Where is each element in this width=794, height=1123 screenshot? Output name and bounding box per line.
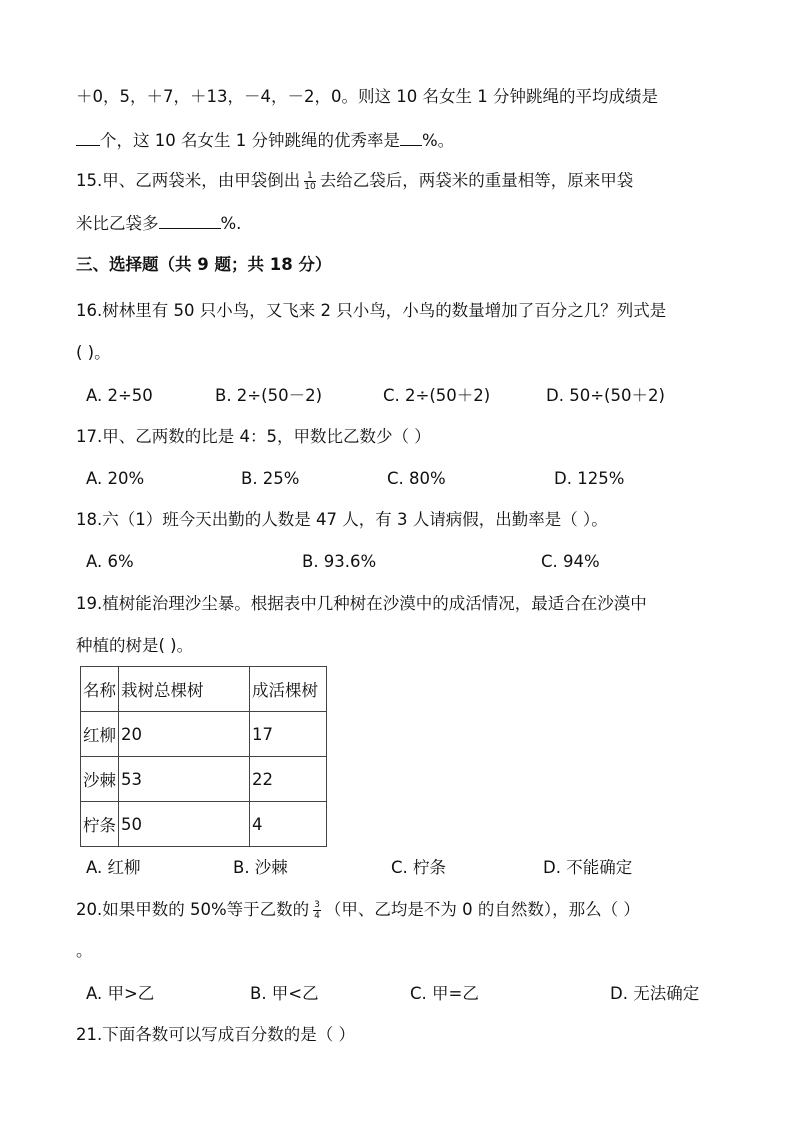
q17-question: 17.甲、乙两数的比是 4：5，甲数比乙数少（ ） — [76, 427, 431, 446]
q20-options — [86, 983, 736, 1005]
q19-option-a[interactable]: A. 红柳 — [86, 858, 141, 877]
q19-option-b[interactable]: B. 沙棘 — [233, 858, 288, 877]
table-header-cell: 名称 — [81, 667, 119, 712]
table-cell: 20 — [119, 712, 250, 757]
table-cell: 50 — [119, 802, 250, 847]
q15-line2 — [76, 212, 241, 235]
q17-option-a[interactable]: A. 20% — [86, 469, 145, 488]
q20-option-a[interactable]: A. 甲>乙 — [86, 984, 155, 1003]
q16-line1: 16.树林里有 50 只小鸟，又飞来 2 只小鸟，小鸟的数量增加了百分之几？列式是 — [76, 301, 667, 320]
table-header-row — [81, 667, 327, 712]
q17-option-b[interactable]: B. 25% — [241, 469, 300, 488]
q15-text-b: 去给乙袋后，两袋米的重量相等，原来甲袋 — [319, 171, 634, 190]
q14-answer-blank-1[interactable] — [76, 129, 100, 146]
q16-option-d[interactable]: D. 50÷(50＋2) — [546, 386, 665, 405]
table-cell: 53 — [119, 757, 250, 802]
tree-survival-table — [80, 666, 327, 847]
table-cell: 17 — [250, 712, 327, 757]
q20-line2: 。 — [76, 941, 93, 960]
q15-fraction — [304, 171, 315, 192]
table-cell: 4 — [250, 802, 327, 847]
q15-line1 — [76, 170, 633, 192]
table-cell: 红柳 — [81, 712, 119, 757]
q19-line2: 种植的树是( )。 — [76, 636, 194, 655]
q14-line2 — [76, 129, 454, 152]
q17-options — [86, 468, 736, 490]
q18-option-c[interactable]: C. 94% — [541, 552, 600, 571]
table-row — [81, 712, 327, 757]
q16-option-b[interactable]: B. 2÷(50－2) — [215, 386, 323, 405]
q19-option-d[interactable]: D. 不能确定 — [543, 858, 633, 877]
q15-frac-den: 10 — [304, 182, 316, 192]
q20-line1 — [76, 899, 640, 921]
q18-option-a[interactable]: A. 6% — [86, 552, 134, 571]
q16-options — [86, 385, 736, 407]
q14-answer-blank-2[interactable] — [400, 129, 422, 146]
q19-line1: 19.植树能治理沙尘暴。根据表中几种树在沙漠中的成活情况，最适合在沙漠中 — [76, 594, 647, 613]
q14-line1: ＋0，5，＋7，＋13，－4，－2，0。则这 10 名女生 1 分钟跳绳的平均成绩是 — [76, 87, 658, 106]
q20-frac-num: 3 — [314, 900, 320, 910]
q20-text-b: （甲、乙均是不为 0 的自然数），那么（ ） — [324, 900, 640, 919]
table-header-cell: 栽树总棵树 — [119, 667, 250, 712]
q15-line2-suffix: %. — [220, 214, 242, 233]
q18-option-b[interactable]: B. 93.6% — [302, 552, 377, 571]
q16-option-c[interactable]: C. 2÷(50＋2) — [383, 386, 491, 405]
q20-fraction — [313, 900, 321, 921]
table-cell: 柠条 — [81, 802, 119, 847]
q21-question: 21.下面各数可以写成百分数的是（ ） — [76, 1025, 355, 1044]
q17-option-d[interactable]: D. 125% — [554, 469, 625, 488]
q16-line2: ( )。 — [76, 343, 111, 362]
q18-options — [86, 551, 736, 573]
q20-frac-den: 4 — [314, 911, 320, 921]
q20-text-a: 20.如果甲数的 50%等于乙数的 — [76, 900, 310, 919]
q14-line2-suffix: %。 — [421, 131, 455, 150]
table-cell: 沙棘 — [81, 757, 119, 802]
q16-option-a[interactable]: A. 2÷50 — [86, 386, 153, 405]
q15-frac-num: 1 — [304, 171, 315, 182]
q20-option-c[interactable]: C. 甲=乙 — [410, 984, 479, 1003]
table-row — [81, 802, 327, 847]
q15-line2-text: 米比乙袋多 — [76, 214, 159, 233]
table-row — [81, 757, 327, 802]
q17-option-c[interactable]: C. 80% — [387, 469, 446, 488]
table-cell: 22 — [250, 757, 327, 802]
q15-answer-blank[interactable] — [159, 212, 221, 229]
q19-options — [86, 857, 736, 879]
section-title-choice: 三、选择题（共 9 题；共 18 分） — [76, 255, 332, 274]
q14-line2-text: 个，这 10 名女生 1 分钟跳绳的优秀率是 — [100, 131, 400, 150]
table-header-cell: 成活棵树 — [250, 667, 327, 712]
q20-option-d[interactable]: D. 无法确定 — [610, 984, 700, 1003]
q20-option-b[interactable]: B. 甲<乙 — [250, 984, 319, 1003]
q18-question: 18.六（1）班今天出勤的人数是 47 人，有 3 人请病假，出勤率是（ ）。 — [76, 510, 608, 529]
q19-option-c[interactable]: C. 柠条 — [391, 858, 447, 877]
q15-text-a: 15.甲、乙两袋米，由甲袋倒出 — [76, 171, 301, 190]
